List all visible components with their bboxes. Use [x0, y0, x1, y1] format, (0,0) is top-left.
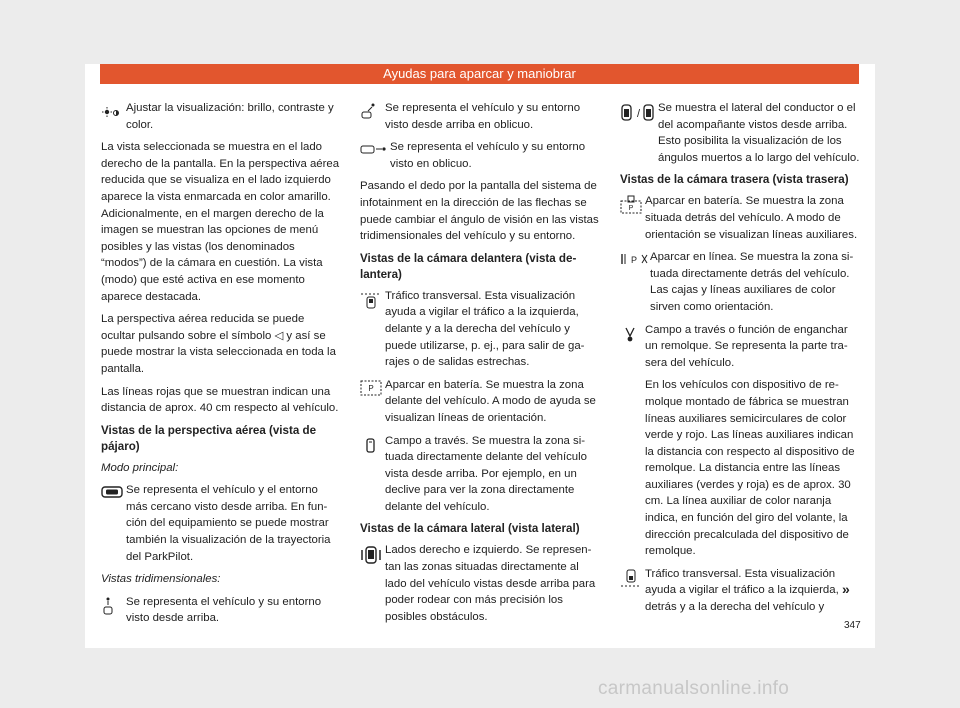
item-text: Se representa el vehículo y su entorno visto en oblicuo. — [390, 141, 586, 170]
item-text: Aparcar en batería. Se muestra la zona delante del vehículo. A modo de ayuda se visualizan líneas de orientación. — [385, 378, 596, 424]
driver-passenger-side-icon — [620, 102, 656, 118]
paragraph: La perspectiva aérea reducida se puede ocultar pulsando sobre el símbolo ◁ y así se puede mostrar la vista seleccionada en toda la pantalla. — [101, 313, 336, 375]
item-text: Tráfico transversal. Esta visualización ayuda a vigilar el tráfico a la izquierda, detrás y a la derecha del vehículo y — [645, 567, 839, 614]
item-text: Se muestra el lateral del conductor o el del acompañante vistos desde arriba. Esto posibilita la visualización de los ángulos muertos a lo largo del vehículo. — [658, 102, 860, 164]
subheading: Vistas tridimensionales: — [101, 573, 221, 586]
list-item — [620, 566, 860, 616]
item-text: Tráfico transversal. Esta visualización ayuda a vigilar el tráfico a la izquierda, delante y a la derecha del vehículo y puede utilizarse, p. ej., para salir de garajes o de salidas estrechas. — [385, 289, 585, 369]
section-header: Ayudas para aparcar y maniobrar — [100, 64, 859, 84]
list-item — [620, 249, 860, 315]
section-heading: Vistas de la cámara lateral (vista lateral) — [360, 522, 580, 536]
list-item — [101, 100, 341, 133]
watermark: carmanualsonline.info — [598, 678, 790, 699]
list-item — [101, 594, 341, 627]
paragraph: Las líneas rojas que se muestran indican una distancia de aprox. 40 cm respecto al vehículo. — [101, 385, 339, 415]
item-text: Se representa el vehículo y su entorno visto desde arriba. — [126, 595, 322, 625]
list-item — [620, 100, 860, 166]
item-text: Lados derecho e izquierdo. Se representan las zonas situadas directamente al lado del vehículo vistas desde arriba para poder rodear con más precisión los posibles obstáculos. — [385, 544, 596, 623]
side-cameras-icon — [360, 544, 382, 560]
parallel-parking-icon — [620, 251, 648, 267]
oblique-top-view-icon — [360, 102, 382, 118]
item-text: Aparcar en batería. Se muestra la zona situada detrás del vehículo. A modo de orientación se visualizan líneas auxiliares. — [645, 195, 858, 241]
continue-marker: » — [842, 581, 850, 597]
front-off-road-icon — [360, 435, 382, 451]
svg-text:P: P — [628, 205, 634, 213]
list-item — [620, 322, 860, 372]
list-item — [360, 377, 600, 427]
oblique-view-icon — [360, 141, 388, 157]
list-item — [101, 482, 341, 565]
brightness-contrast-icon — [101, 102, 123, 118]
camera-above-car-icon — [101, 596, 123, 612]
front-bay-parking-icon — [360, 379, 382, 395]
rear-cross-traffic-icon — [620, 568, 642, 584]
subheading: Modo principal: — [101, 461, 179, 474]
list-item — [360, 433, 600, 516]
section-heading: Vistas de la cámara delantera (vista delantera) — [360, 251, 577, 281]
item-text: Campo a través. Se muestra la zona situada directamente delante del vehículo vista desde arriba. Por ejemplo, en un declive para ver la zona directamente delante del vehículo. — [385, 434, 588, 513]
section-heading: Vistas de la perspectiva aérea (vista de pájaro) — [101, 423, 317, 453]
page-number: 347 — [844, 620, 861, 631]
item-text: Campo a través o función de enganchar un remolque. Se representa la parte trasera del vehículo. — [645, 323, 848, 369]
top-view-car-icon — [101, 484, 123, 500]
paragraph: En los vehículos con dispositivo de remolque montado de fábrica se muestran líneas auxiliares semicirculares de color verde y rojo. Las líneas auxiliares indican la distancia con respecto al dispositivo de remolque. La distancia entre las líneas auxiliares (verdes y roja) es de aprox. 30 cm. La línea auxiliar de color naranja indica, en función del giro del volante, la dirección precalculada del dispositivo de remolque. — [645, 379, 855, 558]
column-3 — [620, 100, 860, 622]
column-2 — [360, 100, 600, 631]
list-item — [360, 100, 600, 133]
list-item — [360, 139, 600, 172]
slash-text: / — [637, 108, 641, 120]
item-text: Aparcar en línea. Se muestra la zona situada directamente detrás del vehículo. Las cajas y líneas auxiliares de color sirven como orientación. — [650, 251, 854, 313]
item-text: Se representa el vehículo y su entorno visto desde arriba en oblicuo. — [385, 102, 581, 131]
item-text: Ajustar la visualización: brillo, contraste y color. — [126, 102, 334, 131]
rear-bay-parking-icon — [620, 195, 642, 211]
paragraph: Pasando el dedo por la pantalla del sistema de infotainment en la dirección de las flechas se puede cambiar el ángulo de visión en las vistas tridimensionales del vehículo y su entorno. — [360, 180, 599, 243]
column-1 — [101, 100, 341, 633]
parking-p-label: P — [630, 255, 638, 266]
paragraph: La vista seleccionada se muestra en el lado derecho de la pantalla. En la perspectiva aérea reducida que se visualiza en el lado izquierdo aparece la vista enmarcada en color amarillo. Adicionalmente, en el margen derecho de la imagen se muestran las opciones de menú posibles y las vistas (los denominados “modos”) de la cámara en cuestión. La vista (modo) que esté activa en ese momento aparece destacada. — [101, 141, 340, 303]
list-item — [360, 542, 600, 625]
list-item — [360, 288, 600, 371]
item-text: Se representa el vehículo y el entorno más cercano visto desde arriba. En función del equipamiento se puede mostrar también la visualización de la trayectoria del ParkPilot. — [126, 484, 331, 563]
section-heading: Vistas de la cámara trasera (vista trasera) — [620, 173, 849, 187]
trailer-hitch-icon — [620, 324, 642, 340]
list-item — [620, 193, 860, 243]
svg-text:P: P — [368, 383, 374, 393]
front-cross-traffic-icon — [360, 290, 382, 306]
